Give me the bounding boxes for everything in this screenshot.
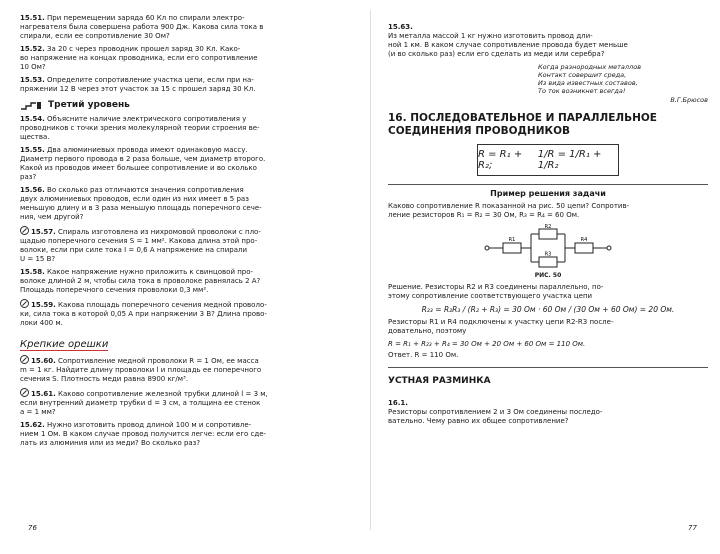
problem-number: 15.61. [31,390,56,398]
figure-caption: РИС. 50 [534,272,562,279]
label-r1: R1 [508,237,516,243]
problem-text: При перемещении заряда 60 Кл по спирали электро- нагревателя была совершена работа 900 Дж. Какова сила тока в спирали, если ее сопротивление 30 Ом? [20,14,264,40]
problem-text: Сопротивление медной проволоки R = 1 Ом, ее масса m = 1 кг. Найдите длину проволоки l и площадь ее поперечного сечения S. Плотность меди равна 8900 кг/м³. [20,357,262,383]
example-title: Пример решения задачи [490,189,606,198]
problem-number: 16.1. [388,399,408,407]
experiment-icon [20,226,29,235]
problem-text: Спираль изготовлена из нихромовой проволоки с пло- щадью поперечного сечения S = 1 мм². Какова длина этой про- волоки, если при силе тока I = 0,6 А напряжение на спирали U = 15 В? [20,228,261,263]
problem-text: Резисторы сопротивлением 2 и 3 Ом соединены последо- вательно. Чему равно их общее сопротивление? [388,408,603,425]
left-page [20,14,360,554]
problem-text: Объясните наличие электрического сопротивления у проводников с точки зрения молекулярной теории строения ве- щества. [20,115,260,141]
problem-item [20,388,360,417]
problem-text: Два алюминиевых провода имеют одинаковую массу. Диаметр первого провода в 2 раза больше, чем диаметр второго. Какой из проводов имеет большее сопротивление и во сколько раз? [20,146,266,181]
experiment-icon [20,299,29,308]
terminal-right [607,246,611,250]
problem-item [20,115,360,142]
problem-number: 15.63. [388,23,413,31]
solution-text-2: Резисторы R1 и R4 подключены к участку цепи R2-R3 после- довательно, поэтому [388,318,614,335]
level-title: Третий уровень [48,100,130,110]
problem-text: Нужно изготовить провод длиной 100 м и сопротивле- нием 1 Ом. В каком случае провод получится легче: если его сде- лать из алюминия или из меди? Во сколько раз? [20,421,267,447]
problem-text: Каково сопротивление железной трубки длиной l = 3 м, если внутренний диаметр трубки d = 3 см, а толщина ее стенок a = 1 мм? [20,390,268,416]
problem-text: Какова площадь поперечного сечения медной проволо- ки, сила тока в которой 0,05 А при напряжении 3 В? Длина прово- локи 400 м. [20,301,267,327]
problem-item [20,146,360,182]
right-page-number: 77 [688,524,697,532]
formula-series: R = R₁ + R₂; [478,149,523,171]
label-r2: R2 [544,224,552,230]
label-r4: R4 [580,237,588,243]
problem-item [20,226,360,264]
problem-number: 15.60. [31,357,56,365]
epigraph-author: В.Г.Брюсов [670,96,708,104]
problem-item [20,45,360,72]
level-heading [20,100,360,110]
solution-equation: R₂₃ = R₂R₃ / (R₂ + R₃) = 30 Ом · 60 Ом / (30 Ом + 60 Ом) = 20 Ом. [421,305,675,314]
page-gutter [370,10,371,530]
problem-number: 15.53. [20,76,45,84]
problem-text: Какое напряжение нужно приложить к свинцовой про- волоке длиной 2 м, чтобы сила тока в проволоке равнялась 2 А? Площадь поперечного сечения проволоки 0,3 мм². [20,268,261,294]
tough-nuts-title: Крепкие орешки [20,339,109,350]
problem-list-middle [20,115,360,328]
left-page-number: 76 [28,524,37,532]
resistor-r2 [539,229,557,239]
label-r3: R3 [544,251,552,258]
problem-number: 15.55. [20,146,45,154]
stairs-icon [20,101,42,110]
formula-parallel: 1/R = 1/R₁ + 1/R₂ [537,149,602,171]
experiment-icon [20,355,29,364]
solution-text: Решение. Резисторы R2 и R3 соединены параллельно, по- этому сопротивление соответствующего участка цепи [388,283,604,300]
problem-item [20,355,360,384]
problem-text: Во сколько раз отличаются значения сопротивления двух алюминиевых проводов, если один из них имеет в 5 раз меньшую длину и в 3 раза меньшую площадь поперечного сече- ния, чем другой? [20,186,262,221]
problem-number: 15.62. [20,421,45,429]
problem-item [20,299,360,328]
circuit-diagram [483,224,613,270]
problem-list-top [20,14,360,94]
problem-number: 15.51. [20,14,45,22]
problem-text: Определите сопротивление участка цепи, если при на- пряжении 12 В через этот участок за 15 с прошел заряд 30 Кл. [20,76,256,93]
experiment-icon [20,388,29,397]
problem-number: 15.58. [20,268,45,276]
problem-item [20,268,360,295]
problem-number: 15.52. [20,45,45,53]
divider-2 [388,367,708,368]
problem-item [20,76,360,94]
problem-number: 15.59. [31,301,56,309]
problem-number: 15.54. [20,115,45,123]
problem-item [20,14,360,41]
problem-number: 15.57. [31,228,56,236]
epigraph-poem: Когда разнородных металлов Контакт совершит среда, Из вида известных составов, То ток возникнет всегда! [538,63,642,95]
problem-15-63 [388,14,708,59]
problem-item [20,186,360,222]
problem-list-bottom [20,355,360,448]
resistor-r1 [503,243,521,253]
terminal-left [485,246,489,250]
right-page [388,14,708,554]
warmup-title: УСТНАЯ РАЗМИНКА [388,376,491,386]
example-text: Каково сопротивление R показанной на рис. 50 цепи? Сопротив- ление резисторов R₁ = R₂ = 30 Ом, R₃ = R₄ = 60 Ом. [388,202,630,219]
problem-item [20,421,360,448]
solution-equation-2: R = R₁ + R₂₃ + R₄ = 30 Ом + 20 Ом + 60 Ом = 110 Ом. [388,340,586,348]
problem-text: За 20 с через проводник прошел заряд 30 Кл. Како- во напряжение на концах проводника, если его сопротивление 10 Ом? [20,45,258,71]
section-title: 16. ПОСЛЕДОВАТЕЛЬНОЕ И ПАРАЛЛЕЛЬНОЕ СОЕДИНЕНИЯ ПРОВОДНИКОВ [388,112,657,137]
divider [388,184,708,185]
resistor-r3 [539,257,557,267]
answer: Ответ. R = 110 Ом. [388,351,459,359]
formula-box [477,144,619,176]
problem-text: Из металла массой 1 кг нужно изготовить провод дли- ной 1 км. В каком случае сопротивление провода будет меньше (и во сколько раз) если его сделать из меди или серебра? [388,32,628,58]
problem-number: 15.56. [20,186,45,194]
problem-16-1 [388,390,708,426]
resistor-r4 [575,243,593,253]
